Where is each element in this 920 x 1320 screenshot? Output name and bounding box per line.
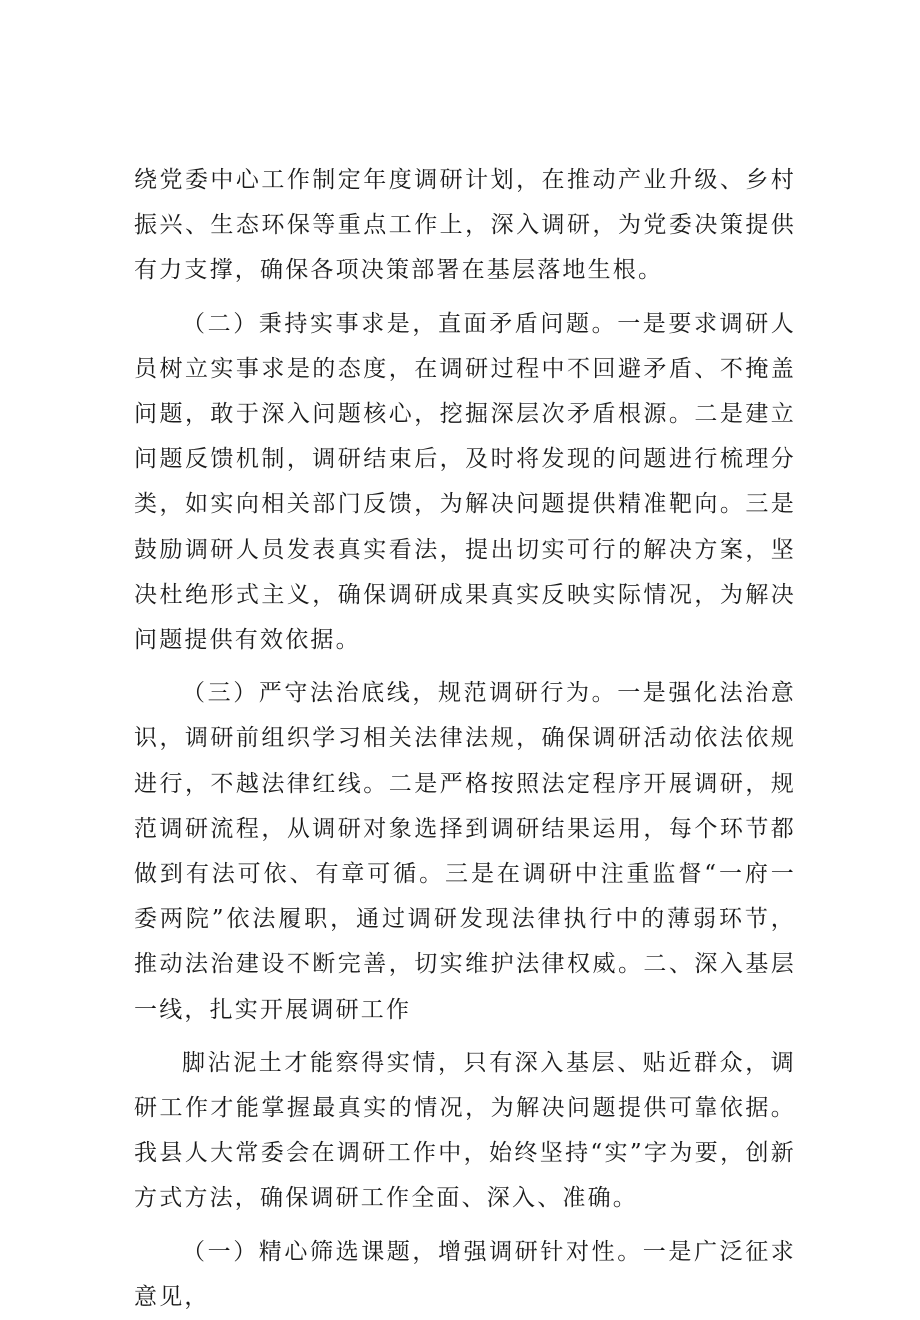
paragraph-section-one: （一）精心筛选课题，增强调研针对性。一是广泛征求意见， bbox=[134, 1238, 796, 1310]
document-page bbox=[134, 158, 796, 1320]
paragraph-section-two: （二）秉持实事求是，直面矛盾问题。一是要求调研人员树立实事求是的态度，在调研过程中不回避矛盾、不掩盖问题，敢于深入问题核心，挖掘深层次矛盾根源。二是建立问题反馈机制，调研结束后，及时将发现的问题进行梳理分类，如实向相关部门反馈，为解决问题提供精准靶向。三是鼓励调研人员发表真实看法，提出切实可行的解决方案，坚决杜绝形式主义，确保调研成果真实反映实际情况，为解决问题提供有效依据。 bbox=[134, 310, 796, 654]
paragraph-grassroots-intro: 脚沾泥土才能察得实情，只有深入基层、贴近群众，调研工作才能掌握最真实的情况，为解决问题提供可靠依据。我县人大常委会在调研工作中，始终坚持“实”字为要，创新方式方法，确保调研工作全面、深入、准确。 bbox=[134, 1049, 796, 1212]
paragraph-section-three: （三）严守法治底线，规范调研行为。一是强化法治意识，调研前组织学习相关法律法规，确保调研活动依法依规进行，不越法律红线。二是严格按照法定程序开展调研，规范调研流程，从调研对象选择到调研结果运用，每个环节都做到有法可依、有章可循。三是在调研中注重监督“一府一委两院”依法履职，通过调研发现法律执行中的薄弱环节，推动法治建设不断完善，切实维护法律权威。二、深入基层一线，扎实开展调研工作 bbox=[134, 680, 796, 1023]
paragraph-continuation: 绕党委中心工作制定年度调研计划，在推动产业升级、乡村振兴、生态环保等重点工作上，深入调研，为党委决策提供有力支撑，确保各项决策部署在基层落地生根。 bbox=[134, 167, 796, 284]
